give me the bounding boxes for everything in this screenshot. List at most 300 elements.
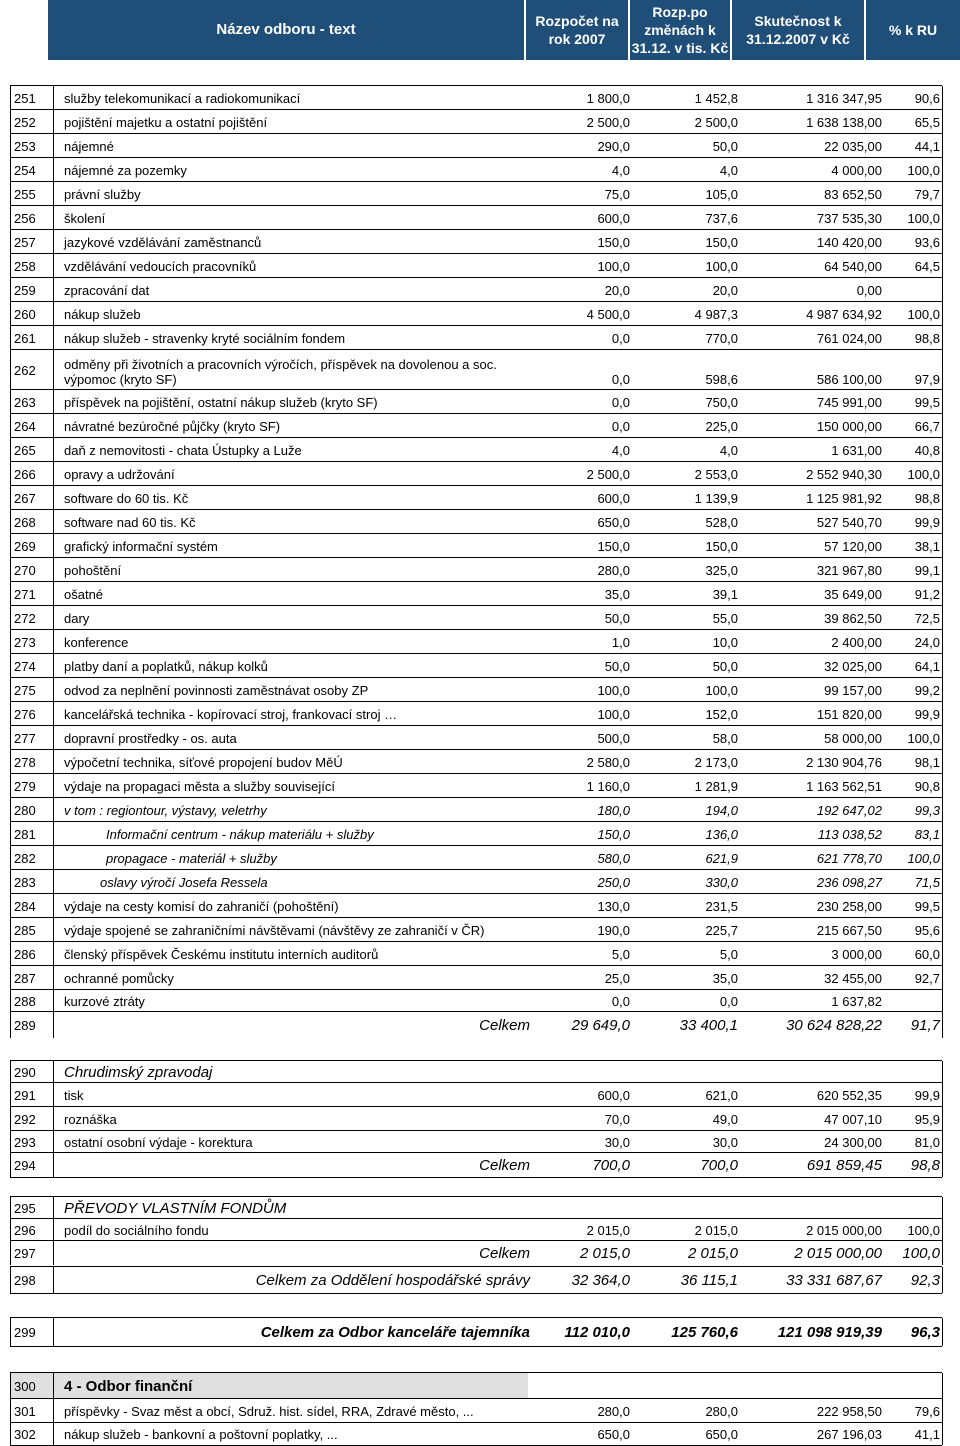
table-row	[10, 1152, 942, 1178]
row-number: 265	[10, 438, 54, 462]
table-row	[10, 1372, 942, 1399]
table-row	[10, 277, 942, 302]
table-row	[10, 109, 942, 134]
row-value-v1: 30,0	[604, 1134, 630, 1150]
row-label: ostatní osobní výdaje - korektura	[64, 1134, 253, 1150]
table-row	[10, 509, 942, 534]
row-number: 284	[10, 894, 54, 918]
row-value-v1: 112 010,0	[564, 1323, 630, 1341]
row-value-v2: 528,0	[705, 514, 738, 530]
row-number: 262	[10, 350, 54, 390]
row-number: 270	[10, 558, 54, 582]
table-row	[10, 1240, 942, 1265]
row-value-v3: 0,00	[856, 282, 882, 298]
row-value-v4: 99,9	[914, 1087, 940, 1103]
row-number: 255	[10, 182, 54, 206]
row-value-v2: 2 173,0	[694, 754, 738, 770]
row-value-v1: 5,0	[611, 946, 630, 962]
row-value-v3: 57 120,00	[824, 538, 882, 554]
row-value-v4: 64,5	[914, 258, 940, 274]
row-value-v2: 49,0	[712, 1111, 738, 1127]
row-number: 254	[10, 158, 54, 182]
row-number: 298	[10, 1267, 54, 1293]
row-value-v4: 60,0	[914, 946, 940, 962]
row-value-v1: 50,0	[604, 658, 630, 674]
table-row	[10, 133, 942, 158]
row-label: odměny při životních a pracovních výročích, příspěvek na dovolenou a soc. výpomoc (kryto SF)	[64, 357, 497, 387]
row-value-v1: 35,0	[604, 586, 630, 602]
row-value-v2: 35,0	[712, 970, 738, 986]
row-value-v4	[882, 1061, 940, 1083]
row-value-v4: 90,8	[914, 778, 940, 794]
row-number: 263	[10, 390, 54, 414]
row-value-v3: 58 000,00	[824, 730, 882, 746]
row-value-v1: 75,0	[604, 186, 630, 202]
row-value-v1: 500,0	[597, 730, 630, 746]
table-row	[10, 725, 942, 750]
row-number: 266	[10, 462, 54, 486]
row-number: 280	[10, 798, 54, 822]
row-value-v2: 4,0	[719, 162, 738, 178]
row-label: vzdělávání vedoucích pracovníků	[64, 258, 257, 274]
row-value-v2: 36 115,1	[680, 1271, 738, 1289]
row-value-v3: 22 035,00	[824, 138, 882, 154]
row-value-v4: 100,0	[907, 306, 940, 322]
row-value-v4: 91,2	[914, 586, 940, 602]
col-header-name: Název odboru - text	[48, 0, 524, 60]
row-value-v4: 41,1	[914, 1426, 940, 1442]
row-value-v3: 32 025,00	[824, 658, 882, 674]
row-number: 276	[10, 702, 54, 726]
row-value-v2: 10,0	[712, 634, 738, 650]
row-value-v2: 621,9	[705, 850, 738, 866]
row-label: dary	[64, 610, 90, 626]
table-row	[10, 965, 942, 990]
row-value-v1: 150,0	[597, 826, 630, 842]
row-label: konference	[64, 634, 129, 650]
row-label: návratné bezúročné půjčky (kryto SF)	[64, 418, 281, 434]
row-value-v4: 79,6	[914, 1403, 940, 1419]
row-number: 267	[10, 486, 54, 510]
row-number: 257	[10, 230, 54, 254]
row-number: 274	[10, 654, 54, 678]
row-label: daň z nemovitosti - chata Ústupky a Luže	[64, 442, 302, 458]
row-label: výpočetní technika, síťové propojení budov MěÚ	[64, 754, 343, 770]
row-value-v2: 50,0	[712, 138, 738, 154]
row-value-v3: 222 958,50	[816, 1403, 882, 1419]
row-number: 283	[10, 870, 54, 894]
row-value-v4	[882, 1373, 940, 1399]
row-number: 286	[10, 942, 54, 966]
row-value-v4: 100,0	[907, 210, 940, 226]
row-value-v2: 1 281,9	[694, 778, 738, 794]
row-value-v4: 66,7	[914, 418, 940, 434]
row-label: Informační centrum - nákup materiálu + služby	[106, 826, 374, 842]
table-row	[10, 1317, 942, 1347]
row-value-v3: 2 015 000,00	[794, 1244, 882, 1262]
row-value-v3: 2 130 904,76	[806, 754, 882, 770]
row-value-v4: 99,9	[914, 514, 940, 530]
row-label: příspěvky - Svaz měst a obcí, Sdruž. hist. sídel, RRA, Zdravé město, ...	[64, 1403, 474, 1419]
row-value-v2: 39,1	[712, 586, 738, 602]
row-value-v3: 2 552 940,30	[806, 466, 882, 482]
row-label: ochranné pomůcky	[64, 970, 174, 986]
table-row	[10, 181, 942, 206]
row-number: 293	[10, 1131, 54, 1153]
row-label: nákup služeb - bankovní a poštovní poplatky, ...	[64, 1426, 338, 1442]
row-label: služby telekomunikací a radiokomunikací	[64, 90, 301, 106]
row-value-v4: 83,1	[914, 826, 940, 842]
row-value-v4: 99,5	[914, 394, 940, 410]
row-label: podíl do sociálního fondu	[64, 1222, 209, 1238]
row-number: 264	[10, 414, 54, 438]
table-row	[10, 1218, 942, 1241]
row-number: 281	[10, 822, 54, 846]
row-number: 279	[10, 774, 54, 798]
row-label: Celkem	[479, 1016, 530, 1034]
table-row	[10, 253, 942, 278]
row-value-v4: 100,0	[902, 1244, 940, 1262]
row-value-v4: 100,0	[907, 730, 940, 746]
row-value-v4: 99,9	[914, 706, 940, 722]
row-value-v3: 151 820,00	[816, 706, 882, 722]
row-value-v2: 2 015,0	[687, 1244, 738, 1262]
row-value-v1: 600,0	[597, 210, 630, 226]
row-value-v2: 2 500,0	[694, 114, 738, 130]
row-value-v3: 35 649,00	[824, 586, 882, 602]
table-row	[10, 677, 942, 702]
row-number: 290	[10, 1061, 54, 1083]
row-value-v1: 0,0	[611, 372, 630, 387]
table-row	[10, 1422, 942, 1446]
row-value-v3	[738, 1197, 882, 1219]
row-value-v4: 98,8	[910, 1156, 940, 1174]
row-value-v1: 650,0	[597, 514, 630, 530]
row-value-v3: 586 100,00	[816, 372, 882, 387]
table-row	[10, 1130, 942, 1153]
table-row	[10, 413, 942, 438]
table-row	[10, 1266, 942, 1294]
row-value-v1: 0,0	[611, 418, 630, 434]
row-value-v4: 64,1	[914, 658, 940, 674]
row-value-v4: 72,5	[914, 610, 940, 626]
col-header-revised: Rozp.po změnách k 31.12. v tis. Kč	[630, 0, 730, 60]
row-number: 272	[10, 606, 54, 630]
row-value-v3: 33 331 687,67	[786, 1271, 882, 1289]
row-label: kancelářská technika - kopírovací stroj, frankovací stroj …	[64, 706, 398, 722]
row-value-v3: 745 991,00	[816, 394, 882, 410]
row-value-v2	[630, 1061, 738, 1083]
row-number: 282	[10, 846, 54, 870]
row-label: Celkem	[479, 1156, 530, 1174]
row-value-v3: 737 535,30	[816, 210, 882, 226]
row-value-v1	[520, 1197, 630, 1219]
row-value-v1: 0,0	[611, 394, 630, 410]
row-value-v2: 225,7	[705, 922, 738, 938]
row-value-v3: 83 652,50	[824, 186, 882, 202]
row-value-v3	[738, 1061, 882, 1083]
row-value-v2: 194,0	[705, 802, 738, 818]
table-row	[10, 941, 942, 966]
row-label: platby daní a poplatků, nákup kolků	[64, 658, 268, 674]
row-label: nákup služeb - stravenky kryté sociálním fondem	[64, 330, 346, 346]
row-label: pojištění majetku a ostatní pojištění	[64, 114, 268, 130]
row-value-v3: 39 862,50	[824, 610, 882, 626]
row-label: právní služby	[64, 186, 141, 202]
row-value-v1: 1,0	[611, 634, 630, 650]
row-value-v3: 3 000,00	[831, 946, 882, 962]
row-label: kurzové ztráty	[64, 993, 145, 1009]
row-value-v4: 40,8	[914, 442, 940, 458]
row-value-v1: 2 580,0	[586, 754, 630, 770]
col-header-pct: % k RU	[866, 0, 960, 60]
table-row	[10, 989, 942, 1012]
row-label: jazykové vzdělávání zaměstnanců	[64, 234, 262, 250]
row-value-v3: 1 163 562,51	[806, 778, 882, 794]
row-label: školení	[64, 210, 106, 226]
table-row	[10, 1398, 942, 1423]
row-value-v1: 2 500,0	[586, 114, 630, 130]
row-value-v2	[630, 1373, 738, 1399]
table-row	[10, 629, 942, 654]
row-value-v4: 99,3	[914, 802, 940, 818]
row-label: nákup služeb	[64, 306, 141, 322]
row-value-v1: 190,0	[597, 922, 630, 938]
row-value-v1: 580,0	[597, 850, 630, 866]
row-number: 251	[10, 86, 54, 110]
row-value-v4: 96,3	[910, 1323, 940, 1341]
row-label: výdaje spojené se zahraničními návštěvami (návštěvy ze zahraničí v ČR)	[64, 922, 485, 938]
row-value-v4: 71,5	[914, 874, 940, 890]
row-value-v3	[738, 1373, 882, 1399]
row-value-v2: 1 139,9	[694, 490, 738, 506]
row-value-v2: 700,0	[700, 1156, 738, 1174]
row-number: 271	[10, 582, 54, 606]
row-value-v2: 125 760,6	[671, 1323, 738, 1341]
row-value-v1: 50,0	[604, 610, 630, 626]
row-number: 302	[10, 1423, 54, 1445]
row-number: 260	[10, 302, 54, 326]
table-row	[10, 1196, 942, 1219]
row-label: Celkem za Odbor kanceláře tajemníka	[260, 1323, 530, 1341]
row-number: 294	[10, 1153, 54, 1177]
table-row	[10, 301, 942, 326]
table-row	[10, 845, 942, 870]
row-value-v3: 691 859,45	[806, 1156, 882, 1174]
row-label: roznáška	[64, 1111, 117, 1127]
table-row	[10, 1082, 942, 1107]
row-value-v3: 64 540,00	[824, 258, 882, 274]
row-value-v3: 1 316 347,95	[806, 90, 882, 106]
row-value-v2: 152,0	[705, 706, 738, 722]
row-value-v1: 29 649,0	[571, 1016, 630, 1034]
row-value-v3: 113 038,52	[817, 826, 882, 842]
row-value-v1: 250,0	[597, 874, 630, 890]
row-value-v3: 140 420,00	[816, 234, 882, 250]
row-value-v4: 99,2	[914, 682, 940, 698]
table-row	[10, 1060, 942, 1083]
row-value-v1: 25,0	[604, 970, 630, 986]
row-value-v2: 1 452,8	[694, 90, 738, 106]
row-number: 288	[10, 990, 54, 1012]
row-label: Celkem za Oddělení hospodářské správy	[255, 1271, 530, 1289]
row-value-v1: 600,0	[597, 1087, 630, 1103]
row-value-v4: 100,0	[907, 1222, 940, 1238]
row-number: 277	[10, 726, 54, 750]
row-value-v1: 0,0	[611, 330, 630, 346]
row-value-v4	[882, 1197, 940, 1219]
row-label: PŘEVODY VLASTNÍM FONDŮM	[64, 1199, 287, 1217]
row-value-v4: 95,6	[914, 922, 940, 938]
row-value-v3: 620 552,35	[816, 1087, 882, 1103]
table-row	[10, 485, 942, 510]
row-number: 275	[10, 678, 54, 702]
row-value-v4: 92,3	[910, 1271, 940, 1289]
row-value-v2: 150,0	[705, 234, 738, 250]
table-row	[10, 349, 942, 390]
row-value-v3: 1 125 981,92	[806, 490, 882, 506]
row-value-v1	[520, 1373, 630, 1399]
table-row	[10, 229, 942, 254]
row-label: výdaje na propagaci města a služby související	[64, 778, 335, 794]
row-value-v2: 5,0	[719, 946, 738, 962]
row-value-v1: 100,0	[597, 706, 630, 722]
row-label: členský příspěvek Českému institutu interních auditorů	[64, 946, 379, 962]
row-value-v2: 100,0	[705, 682, 738, 698]
row-value-v2: 4,0	[719, 442, 738, 458]
row-value-v1: 2 015,0	[586, 1222, 630, 1238]
row-value-v4: 98,8	[914, 330, 940, 346]
row-value-v2: 650,0	[705, 1426, 738, 1442]
row-value-v1: 32 364,0	[571, 1271, 630, 1289]
row-label: odvod za neplnění povinnosti zaměstnávat osoby ZP	[64, 682, 369, 698]
table-row	[10, 85, 942, 110]
row-value-v1: 20,0	[604, 282, 630, 298]
row-value-v2: 2 015,0	[694, 1222, 738, 1238]
table-row	[10, 557, 942, 582]
row-value-v3: 230 258,00	[816, 898, 882, 914]
row-value-v4	[882, 990, 940, 1012]
row-number: 292	[10, 1107, 54, 1131]
row-value-v3: 2 015 000,00	[806, 1222, 882, 1238]
row-value-v4: 90,6	[914, 90, 940, 106]
row-value-v4: 99,5	[914, 898, 940, 914]
row-value-v4: 100,0	[907, 850, 940, 866]
row-label: tisk	[64, 1087, 84, 1103]
row-value-v3: 215 667,50	[816, 922, 882, 938]
row-value-v2: 55,0	[712, 610, 738, 626]
row-number: 256	[10, 206, 54, 230]
row-value-v4: 79,7	[914, 186, 940, 202]
table-row	[10, 533, 942, 558]
row-number: 278	[10, 750, 54, 774]
row-value-v2: 58,0	[712, 730, 738, 746]
row-value-v4: 97,9	[914, 372, 940, 387]
table-row	[10, 389, 942, 414]
row-value-v4: 95,9	[914, 1111, 940, 1127]
row-value-v2: 330,0	[705, 874, 738, 890]
row-value-v2: 598,6	[705, 372, 738, 387]
row-value-v1: 2 500,0	[586, 466, 630, 482]
row-label: příspěvek na pojištění, ostatní nákup služeb (kryto SF)	[64, 394, 378, 410]
col-header-actual: Skutečnost k 31.12.2007 v Kč	[732, 0, 864, 60]
row-value-v4: 44,1	[914, 138, 940, 154]
row-value-v2: 20,0	[712, 282, 738, 298]
row-value-v2: 225,0	[705, 418, 738, 434]
row-label: software do 60 tis. Kč	[64, 490, 189, 506]
table-row	[10, 1011, 942, 1038]
table-row	[10, 749, 942, 774]
row-value-v1: 150,0	[597, 234, 630, 250]
row-value-v1: 4,0	[611, 442, 630, 458]
row-label: nájemné	[64, 138, 114, 154]
row-value-v2: 231,5	[705, 898, 738, 914]
row-label: grafický informační systém	[64, 538, 218, 554]
row-value-v4: 91,7	[910, 1016, 940, 1034]
table-row	[10, 869, 942, 894]
table-row	[10, 701, 942, 726]
row-label: pohoštění	[64, 562, 122, 578]
row-label: výdaje na cesty komisí do zahraničí (pohoštění)	[64, 898, 339, 914]
table-row	[10, 437, 942, 462]
row-label: propagace - materiál + služby	[106, 850, 277, 866]
row-number: 285	[10, 918, 54, 942]
row-value-v3: 150 000,00	[816, 418, 882, 434]
row-value-v4: 81,0	[914, 1134, 940, 1150]
row-value-v2: 33 400,1	[679, 1016, 738, 1034]
table-row	[10, 461, 942, 486]
row-value-v4	[882, 278, 940, 302]
row-number: 253	[10, 134, 54, 158]
row-number: 295	[10, 1197, 54, 1219]
row-value-v3: 1 638 138,00	[806, 114, 882, 130]
row-value-v3: 621 778,70	[816, 850, 882, 866]
row-value-v3: 4 987 634,92	[806, 306, 882, 322]
row-value-v2: 2 553,0	[694, 466, 738, 482]
row-value-v3: 1 631,00	[831, 442, 882, 458]
row-value-v2: 737,6	[705, 210, 738, 226]
table-row	[10, 205, 942, 230]
row-value-v1: 1 160,0	[586, 778, 630, 794]
row-label: ošatné	[64, 586, 104, 602]
row-value-v3: 121 098 919,39	[777, 1323, 882, 1341]
row-value-v4: 24,0	[914, 634, 940, 650]
row-label: nájemné za pozemky	[64, 162, 187, 178]
row-number: 300	[10, 1373, 54, 1399]
row-number: 296	[10, 1219, 54, 1241]
row-value-v2: 770,0	[705, 330, 738, 346]
row-number: 297	[10, 1241, 54, 1265]
row-value-v3: 761 024,00	[816, 330, 882, 346]
row-value-v4: 65,5	[914, 114, 940, 130]
table-row	[10, 605, 942, 630]
row-label: v tom : regiontour, výstavy, veletrhy	[64, 802, 267, 818]
row-number: 299	[10, 1318, 54, 1346]
table-row	[10, 797, 942, 822]
row-label: zpracování dat	[64, 282, 150, 298]
table-row	[10, 653, 942, 678]
row-value-v1: 0,0	[611, 993, 630, 1009]
row-value-v3: 527 540,70	[816, 514, 882, 530]
row-value-v1: 650,0	[597, 1426, 630, 1442]
row-number: 259	[10, 278, 54, 302]
table-row	[10, 893, 942, 918]
row-value-v1: 700,0	[592, 1156, 630, 1174]
row-label: dopravní prostředky - os. auta	[64, 730, 237, 746]
row-value-v1: 180,0	[597, 802, 630, 818]
row-value-v4: 38,1	[914, 538, 940, 554]
row-value-v3: 2 400,00	[831, 634, 882, 650]
